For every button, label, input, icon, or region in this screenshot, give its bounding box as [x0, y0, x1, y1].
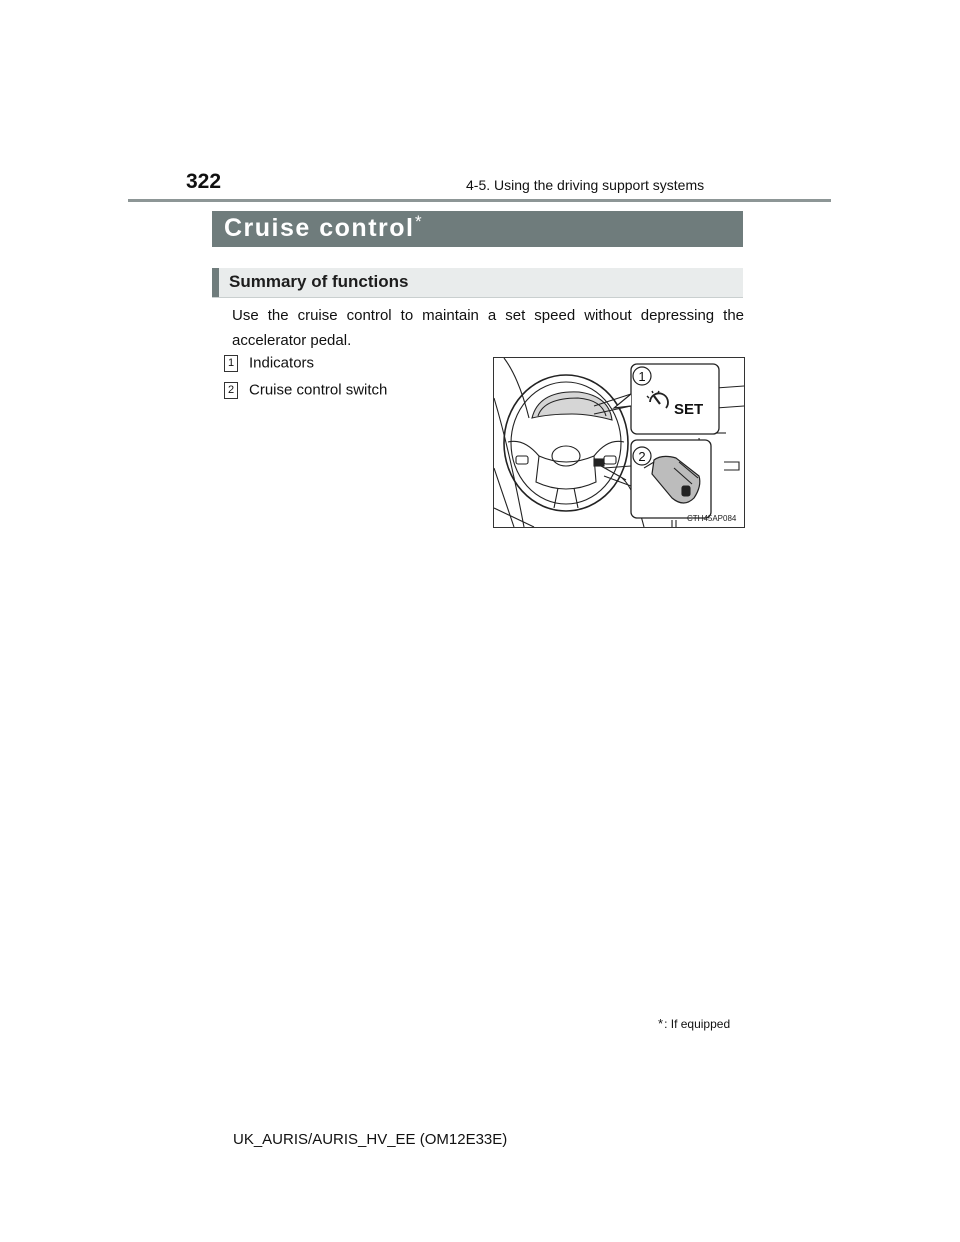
intro-paragraph: Use the cruise control to maintain a set speed without depressing the accelerator pedal.: [232, 307, 744, 349]
footnote: [658, 1016, 730, 1031]
legend-label: Cruise control switch: [249, 381, 388, 399]
section-header: 4-5. Using the driving support systems: [466, 177, 705, 193]
legend-number: 1: [224, 355, 238, 372]
callout-number-2: 2: [638, 449, 646, 464]
page-title: Cruise control: [224, 214, 415, 242]
cruise-control-illustration: [493, 357, 745, 528]
page-number: 322: [186, 170, 222, 193]
illustration-drawing: [494, 358, 744, 527]
legend-item-switch: [224, 381, 387, 401]
footer-model-code: UK_AURIS/AURIS_HV_EE (OM12E33E): [233, 1131, 508, 1148]
footnote-text: : If equipped: [664, 1017, 731, 1031]
legend-item-indicators: [224, 354, 314, 374]
header-divider: [128, 199, 831, 202]
equipped-asterisk: *: [415, 212, 422, 231]
legend-label: Indicators: [249, 354, 315, 372]
legend-number: 2: [224, 382, 238, 399]
figure-code: CTH45AP084: [687, 514, 737, 523]
subsection-bar: [212, 268, 743, 298]
subsection-accent: [212, 268, 219, 297]
callout-number-1: 1: [638, 369, 646, 384]
subsection-title: Summary of functions: [229, 272, 409, 291]
footnote-asterisk: *: [658, 1016, 664, 1031]
set-indicator-label: SET: [674, 401, 704, 418]
page-title-bar: [212, 211, 743, 247]
